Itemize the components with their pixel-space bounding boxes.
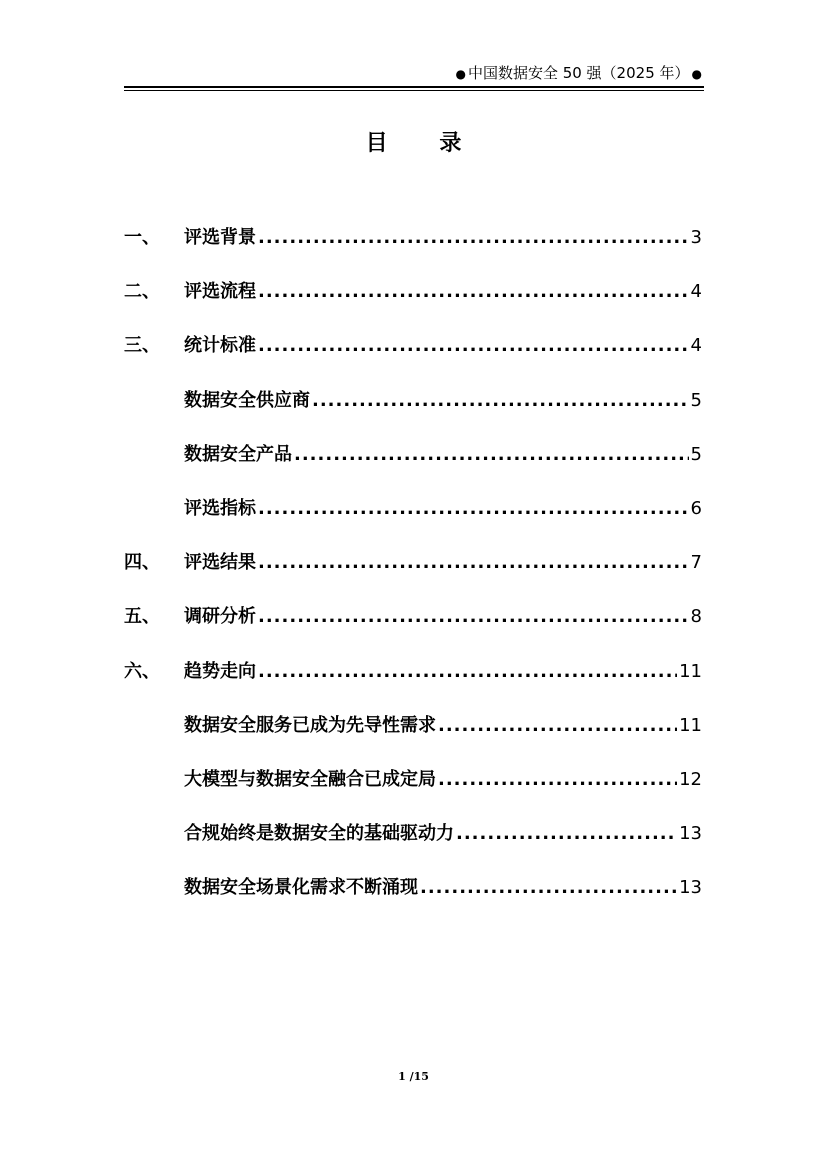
toc-entry-label: 统计标准 <box>184 335 256 357</box>
toc-entry-label: 数据安全服务已成为先导性需求 <box>184 714 436 736</box>
page-number: 1 /15 <box>398 1070 429 1083</box>
toc-entry[interactable] <box>124 277 702 307</box>
toc-leader-dots <box>258 548 689 578</box>
header-text: 中国数据安全 50 强（2025 年） <box>467 64 690 82</box>
bullet-icon: ● <box>691 66 702 81</box>
toc-entry-number: 一、 <box>124 227 160 248</box>
bullet-icon: ● <box>455 66 466 81</box>
toc-entry-label: 评选指标 <box>184 498 256 519</box>
toc-entry-page: 11 <box>679 660 702 682</box>
toc-entry-page: 4 <box>690 281 702 303</box>
toc-entry-page: 4 <box>690 335 702 357</box>
toc-entry-number: 六、 <box>124 660 160 682</box>
toc-entry[interactable] <box>124 819 702 849</box>
toc-entry-label: 数据安全场景化需求不断涌现 <box>184 877 418 899</box>
toc-entry-page: 5 <box>690 389 702 411</box>
toc-entry-page: 3 <box>690 227 702 248</box>
toc-leader-dots <box>312 386 689 416</box>
toc-leader-dots <box>258 657 677 687</box>
toc-entry[interactable] <box>124 711 702 741</box>
toc-entry-page: 13 <box>679 823 702 845</box>
toc-leader-dots <box>258 223 689 253</box>
toc-leader-dots <box>420 873 677 903</box>
toc-entry-label: 趋势走向 <box>184 660 256 682</box>
header-rule-thick <box>124 86 704 88</box>
toc-leader-dots <box>258 602 689 632</box>
header-rule-thin <box>124 90 704 91</box>
toc-entry-label: 合规始终是数据安全的基础驱动力 <box>184 823 454 845</box>
toc-entry[interactable] <box>124 386 702 416</box>
toc-leader-dots <box>456 819 677 849</box>
toc-entry-page: 12 <box>679 769 702 790</box>
toc-entry[interactable] <box>124 494 702 524</box>
toc-entry[interactable] <box>124 657 702 687</box>
toc-leader-dots <box>294 440 689 470</box>
toc-entry-page: 13 <box>679 877 702 899</box>
toc-entry-label: 评选结果 <box>184 552 256 574</box>
toc-entry[interactable] <box>124 223 702 253</box>
toc-entry-number: 四、 <box>124 552 160 574</box>
toc-leader-dots <box>258 277 689 307</box>
running-header <box>124 62 704 84</box>
toc-title: 目 录 <box>365 131 484 156</box>
toc-entry-label: 数据安全供应商 <box>184 389 310 411</box>
toc-leader-dots <box>258 494 689 524</box>
toc-entry-page: 7 <box>690 552 702 574</box>
toc-entry[interactable] <box>124 602 702 632</box>
toc-entry[interactable] <box>124 873 702 903</box>
toc-entry[interactable] <box>124 765 702 795</box>
toc-entry-label: 数据安全产品 <box>184 443 292 465</box>
toc-leader-dots <box>438 765 677 795</box>
toc-entry-page: 5 <box>690 443 702 465</box>
toc-entry-label: 大模型与数据安全融合已成定局 <box>184 769 436 790</box>
toc-entry[interactable] <box>124 331 702 361</box>
toc-entry-number: 二、 <box>124 281 160 303</box>
toc-entry[interactable] <box>124 440 702 470</box>
toc-entry-page: 11 <box>679 714 702 736</box>
toc-entry[interactable] <box>124 548 702 578</box>
toc-entry-number: 五、 <box>124 606 160 628</box>
toc-leader-dots <box>258 331 689 361</box>
toc-entry-label: 评选流程 <box>184 281 256 303</box>
toc-entry-page: 6 <box>690 498 702 519</box>
toc-entry-label: 评选背景 <box>184 227 256 248</box>
toc-entry-number: 三、 <box>124 335 160 357</box>
toc-entry-page: 8 <box>690 606 702 628</box>
toc-entry-label: 调研分析 <box>184 606 256 628</box>
toc-leader-dots <box>438 711 677 741</box>
